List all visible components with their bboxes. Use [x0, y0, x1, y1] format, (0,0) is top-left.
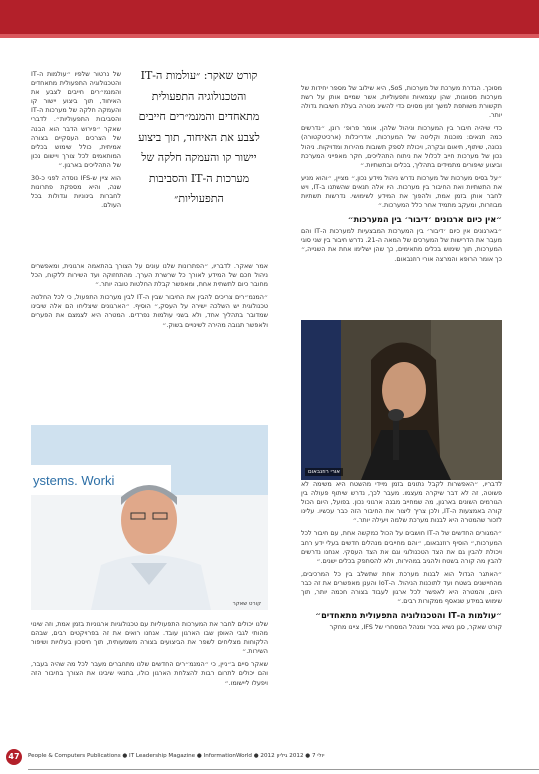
photo-uri-rosenbaum-illustration	[301, 320, 502, 480]
article-column-left-mid	[31, 262, 268, 417]
section-title-2: ״עולמות ה-IT והטכנולוגיה התפעולית מתאחדים״	[315, 610, 502, 621]
article-column-left-top	[31, 70, 121, 260]
photo-bottom-caption: קורט שאקר	[232, 601, 261, 607]
paragraph: קורט שאקר, סגן נשיא בכיר ומנהל המסחרי של IFS, ציינו מחקר	[329, 623, 502, 632]
article-column-left-bottom	[31, 620, 268, 742]
paragraph: ״בארגונים אין כיום ׳דיבור׳ בין המערכות המבצעיות למערכות ה-IT והם מעבר את הדרישות של המערכים של המאה ה-21. נדרש חיבור בין שני סוגי המערכות, תוך שימוש בכלים מתאימים, כך שהן ישלימו אחת את השנייה,״ כך אומר הרופא והמרצה אורי רוזנבאום.	[301, 227, 502, 263]
photo-top-caption: אורי רוזנבאום	[305, 468, 343, 476]
paragraph: שלנו יכולים לחבר את המערכות התפעוליות עם טכנולוגיות ארגוניות בזמן אמת, וזה שינוי מהותי לגבי האופן שבו הארגון עובד. אנחנו רואים את זה בפרויקטים רבים, שבהם הלקוחות מצליחים לשפר את הביצועים בצורה משמעותית, תוך חיסכון בעלויות ושיפור השירות.״	[31, 620, 268, 656]
article-column-right-top	[301, 84, 502, 320]
page-footer	[0, 747, 539, 774]
paragraph: אמר שאקר. לדבריו, ״הפתרונות שלנו עונים על הצורך בהתאמה ארגונית, ומאפשרים ניהול חכם של המידע לאורך כל שרשרת הערך. מהתחזוקה ועד השירות ללקוח, הכל מחובר כיום לתשתית אחת, ומאפשר קבלת החלטות טובה יותר.״	[31, 262, 268, 289]
paragraph: שאקר סיים ב״ניין, כי ״המנמ״רים החדשים שלנו מתחברים מעבר לכל מה שהיה בעבר, והם יכולים לתרום רבות להצלחת הארגון כולו, בתנאי שיבינו את הצורך בחיבור הזה ויפעלו ליישומו.״	[31, 660, 268, 687]
section1-paragraphs	[301, 227, 502, 263]
photo-kurt-schaker	[31, 425, 268, 610]
paragraph: הוא ציין ש-IFS נוסדה לפני כ-30 שנה, והיא מספקת פתרונות לחברות בינוניות וגדולות בכל העולם.	[31, 174, 121, 210]
right-bottom-paragraphs	[301, 480, 502, 606]
paragraph: לדבריו, ״האפשרות לקבל נתונים בזמן מיידי מהשטח היא משימה לא פשוטה, זה לא דבר שיקרה מעצמו. מעבר לכך, נדרש שיתוף פעולה בין הגורמים השונים בארגון, מה שמחייב מבנה ארגוני נכון. בפועל, היום הכול קורה באמצעות ה-IT, ולכן צריך ליצור את החיבור הזה כבר עכשיו. עלינו לזכור שהמטרה היא לבנות מערכת שלמה ויעילה יותר.״	[301, 480, 502, 525]
header-band	[0, 0, 539, 38]
paragraph: כדי שיהיה חיבור בין המערכות וניהול שלהן, אומר פרופ׳ רונן, ״נדרשים כמה תנאים: מוכנות וקליטה של המערכות, אדריכלות (ארכיטקטורה) נכונה, שיתוף, תיאום ובקרה, ויכולת לספק תשובות מהירות ומדויקות. ניהול נכון של מערכות חייב לכלול את ניתוח התהליכים, חקר מאפייני המערכת וביצוע שיפורים מתמידים בתהליך, בכלים ובתשתיות.״	[301, 124, 502, 169]
left-bottom-paragraphs	[31, 620, 268, 688]
section-title-1: ״אין כיום ארגונים ׳דיבור׳ בין המערכות״	[347, 214, 502, 225]
header-band-stripe	[0, 34, 539, 38]
paragraph: ״המנמ״רים צריכים להבין את החיבור שבין ה-IT לבין מערכות התפעול, כי לכל החלטה טכנולוגית יש השלכה ישירה על העסק,״ הוסיף. ״הארגונים שיצליחו הם אלה שיבינו שמדובר בתהליך אחד, ולא בשני עולמות נפרדים. המטרה היא לצמצם את הפערים ולאפשר תגובה מהירה לשינויים בשוק.״	[31, 293, 268, 329]
footer-publication: People & Computers Publications ● IT Leadership Magazine ● InformationWorld ● 2012 יולי 7 ● 2012 גיליון	[28, 753, 325, 759]
article-column-right-bottom	[301, 480, 502, 742]
page-number: 47	[6, 749, 22, 765]
photo-kurt-schaker-illustration	[31, 425, 268, 610]
right-top-paragraphs	[301, 84, 502, 210]
left-top-paragraphs	[31, 70, 121, 210]
section2-paragraphs	[301, 623, 502, 632]
paragraph: ״האתגר הגדול הוא לבנות מערכת אחת שתשלב בין כל המרכיבים, מהחיישנים בשטח ועד לתוכנות הניהול. ה-IoT והענן מאפשרים את זה כבר היום, והמטרה היא לאפשר לכל ארגון לעבוד בצורה חכמה יותר, תוך שימוש במידע שנאסף ממקורות רבים.״	[301, 569, 502, 606]
footer-rule	[28, 769, 539, 770]
paragraph: ״המגורים החדשים של ה-IT חושבים על הכול כמקשה אחת, עם חיבור לכל המערכות,״ הוסיף רוזנבאום, ״והם מחייבים מנהלים חדשים בעלי ידע רחב ויכולת להבין גם את הצד הטכנולוגי וגם את הצד העסקי. אנחנו נדרשים להבין מה קורה בשטח ולהגיב במהירות, ולא להסתפק בכלים ישנים.״	[301, 529, 502, 565]
photo-uri-rosenbaum	[301, 320, 502, 480]
pull-quote: קורט שאקר: ״עולמות ה-IT והטכנולוגיה התפעולית מתאחדים והמנמ״רים חייבים לצבע את האיחוד, תוך ביצוע יישור קו והעמקה חלקה של מערכות ה-IT והסביבות התפעוליות״	[138, 69, 260, 205]
paragraph: של נרטור שלפיו ״עולמות ה-IT והטכנולוגיה התפעולית מתאחדים והמנמ״רים חייבים לצבע את האיחוד, תוך ביצוע יישור קו והעמקה חלקה של מערכות ה-IT והסביבות התפעוליות״. לדברי שאקר ״פירוש הדבר הוא הבנה של הצרכים העסקיים בצורה אמיתית, כולל שימוש בכלים המותאמים לכל צורך ויישום נכון של התהליכים בארגון.״	[31, 70, 121, 169]
paragraph: מסוכך. הגדרת מערכת של מערכות, SoS, היא שילוב של מספר יחידות של מערכות מסווגות, שהן עצמאיות ותפעוליות, אשר שמיים אותן על רשת תקשורת משותפת למשך זמן מסוים כדי להשיג מטרה בעלת חשיבות גדולה יותר.	[301, 84, 502, 120]
paragraph: ״על בסיס מערכות של מערכות נדרש ניהול מידע נכון,״ מציין, ״והוא מניע את התשתיות ואת החיבור בין מערכות. היו אלה תנאים שהשתנו ב-IT, ויש לחבר אותן בזמן אמת, ולהפוך את המידע לשימושי. נדרשות תשתיות מבוזרות, ומעקב מתמיד אחר כלל המערכות.״	[301, 173, 502, 210]
left-mid-paragraphs	[31, 262, 268, 330]
photo-bottom-screen-text: ystems. Worki	[33, 473, 115, 488]
